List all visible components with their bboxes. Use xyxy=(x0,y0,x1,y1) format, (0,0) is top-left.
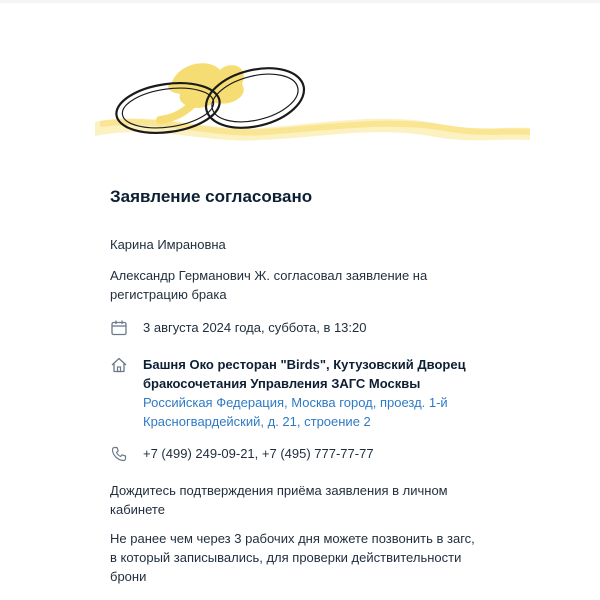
calendar-icon xyxy=(110,319,128,337)
message-content xyxy=(110,186,490,584)
page-title: Заявление согласовано xyxy=(110,187,313,206)
place-name: Башня Око ресторан "Birds", Кутузовский Дворец бракосочетания Управления ЗАГС Москвы xyxy=(143,357,466,391)
phone-text[interactable]: +7 (499) 249-09-21, +7 (495) 777-77-77 xyxy=(143,446,374,461)
home-icon xyxy=(110,356,128,374)
approval-text: Александр Германович Ж. согласовал заявление на регистрацию брака xyxy=(110,268,428,302)
phone-icon xyxy=(110,445,128,463)
wait-confirmation-text: Дождитесь подтверждения приёма заявления в личном кабинете xyxy=(110,483,448,517)
date-text: 3 августа 2024 года, суббота, в 13:20 xyxy=(143,320,367,335)
place-address-link[interactable]: Российская Федерация, Москва город, проезд. 1-й Красногвардейский, д. 21, строение 2 xyxy=(143,395,448,429)
top-divider xyxy=(0,0,600,3)
wedding-rings-illustration xyxy=(90,40,530,160)
call-registry-text: Не ранее чем через 3 рабочих дня можете позвонить в загс, в который записывались, для проверки действительности брони xyxy=(110,531,475,584)
greeting-text: Карина Имрановна xyxy=(110,237,226,252)
